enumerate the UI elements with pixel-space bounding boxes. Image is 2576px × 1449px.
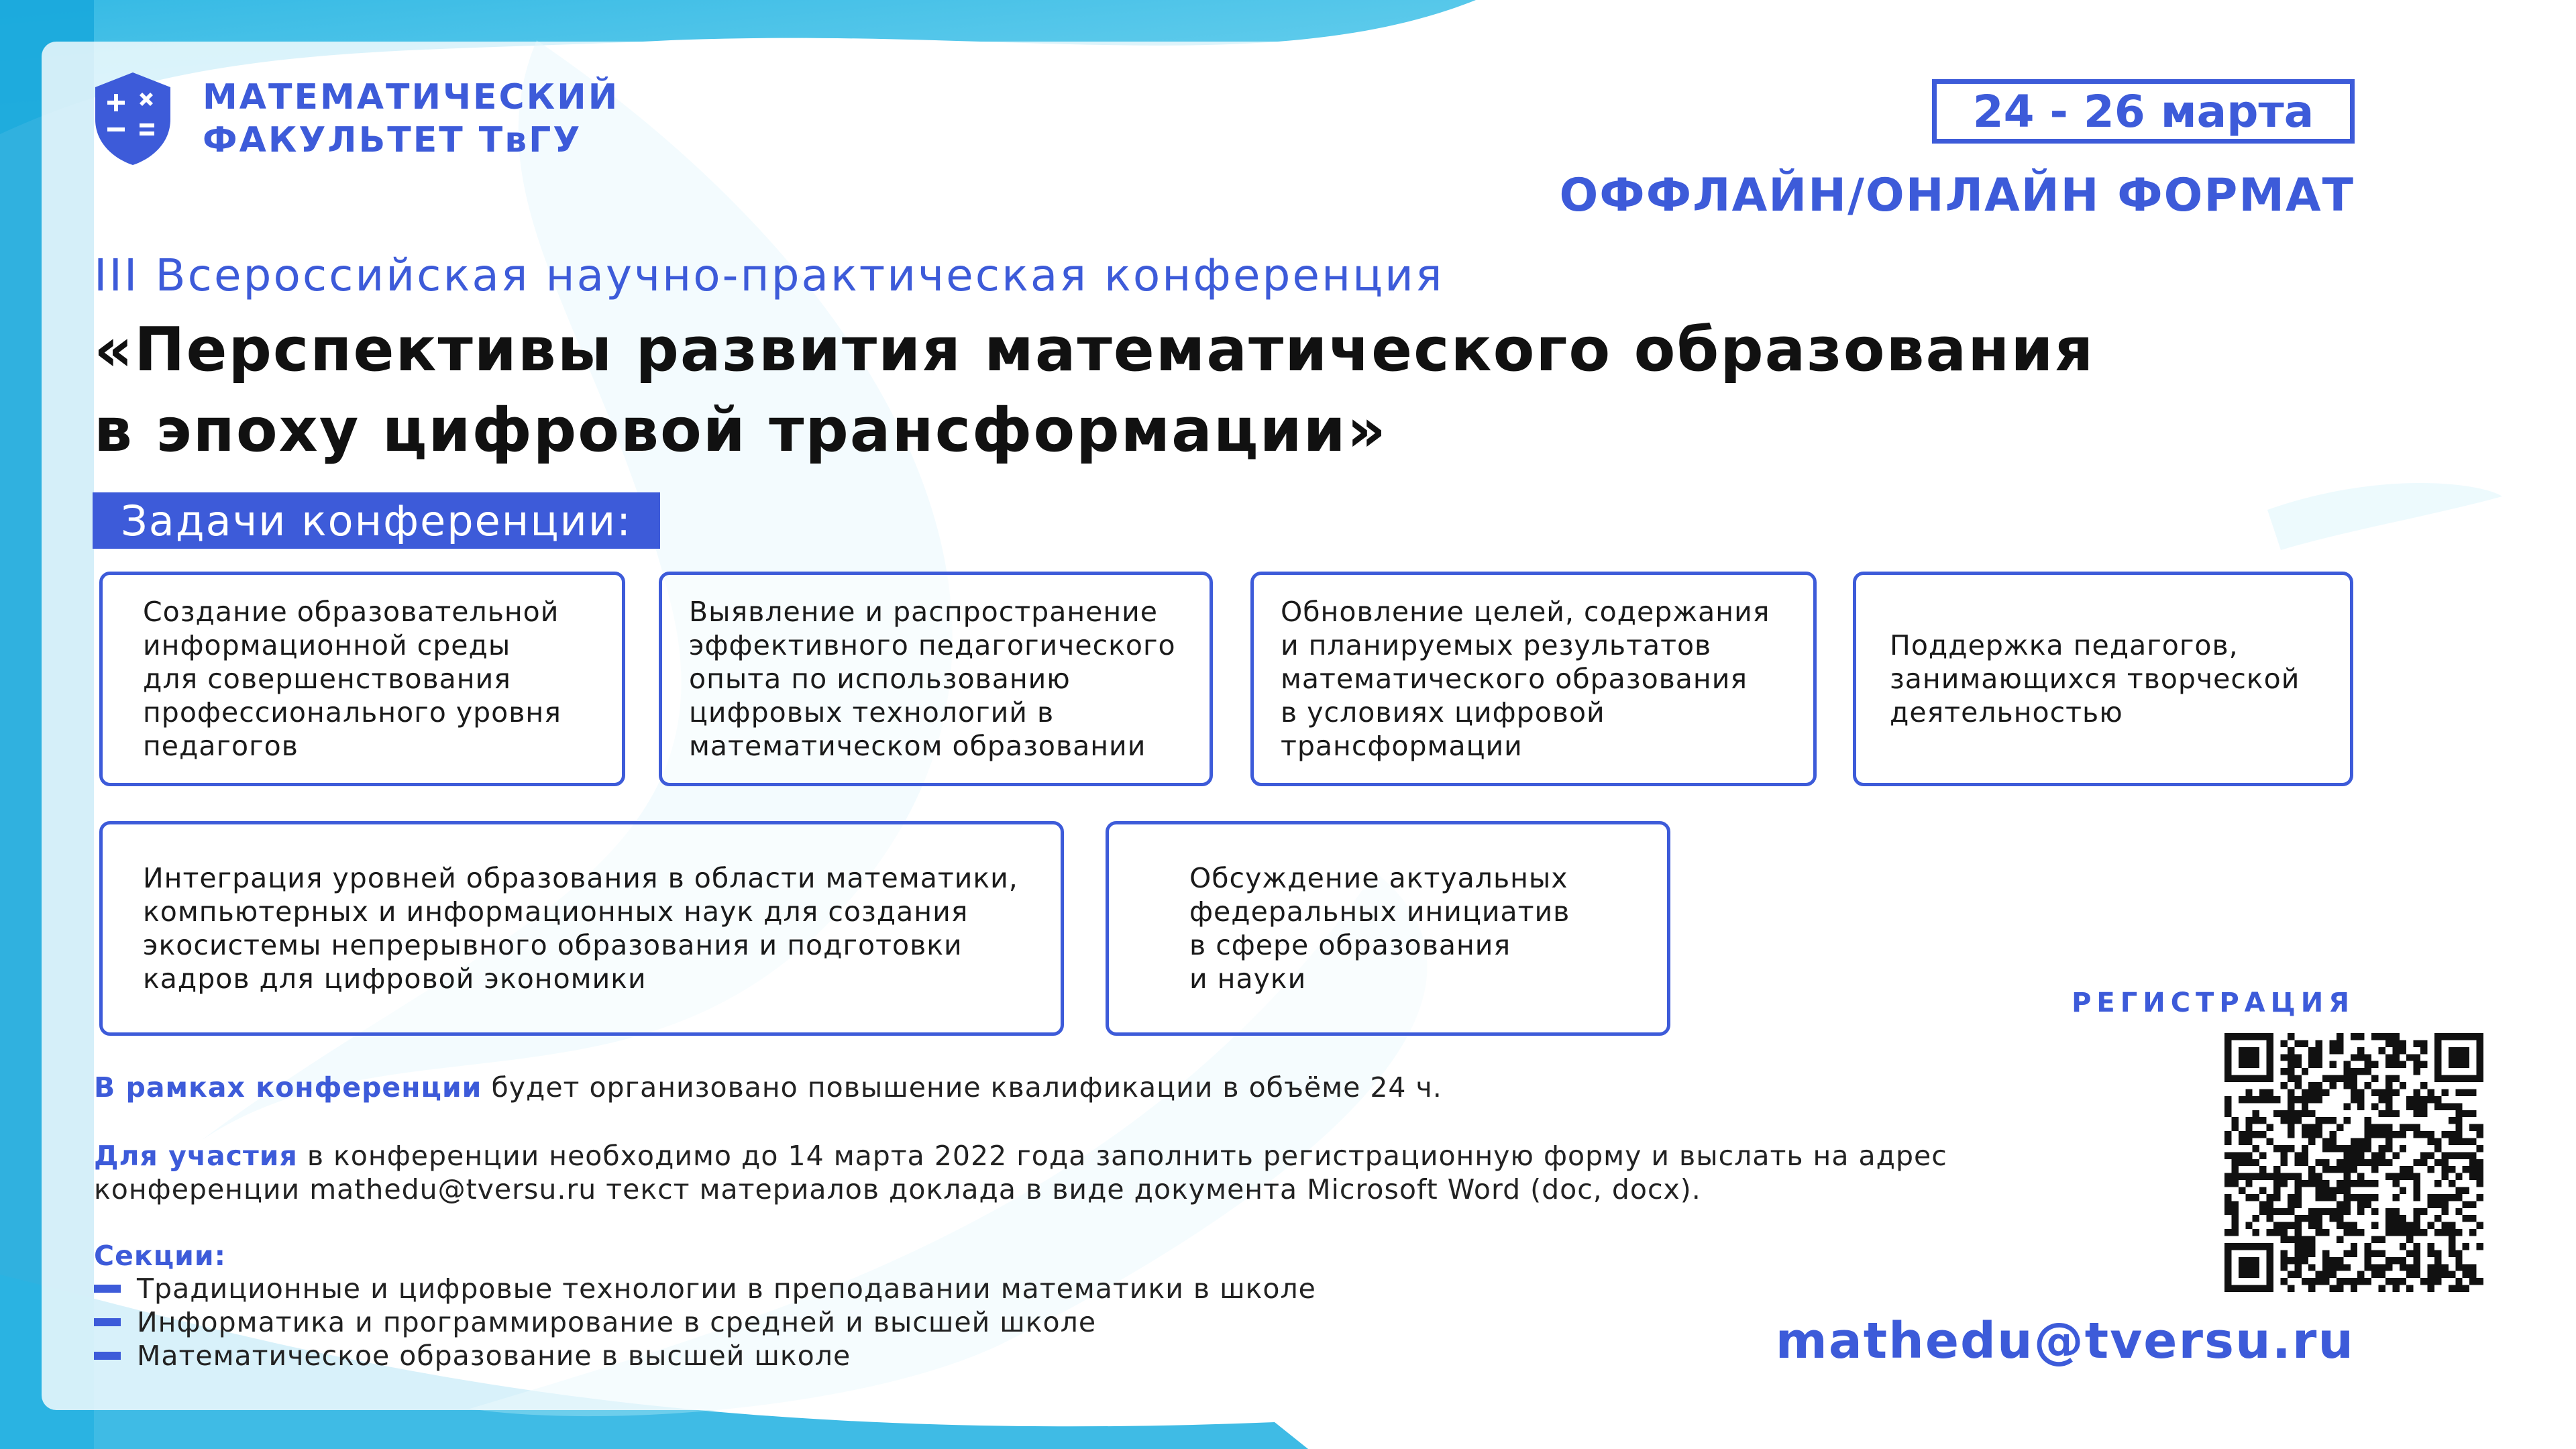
- registration-label: РЕГИСТРАЦИЯ: [2072, 987, 2355, 1018]
- qualification-text: будет организовано повышение квалификации в объёме 24 ч.: [482, 1071, 1442, 1104]
- qualification-note: [94, 1071, 1442, 1104]
- list-item: [94, 1272, 1316, 1305]
- bullet-icon: [94, 1285, 121, 1293]
- bullet-icon: [94, 1318, 121, 1326]
- participation-lead: Для участия: [94, 1140, 298, 1172]
- task-card: Создание образовательной информационной среды для совершенствования профессионального уровня педагогов: [99, 572, 625, 786]
- conference-subtitle: III Всероссийская научно-практическая конференция: [94, 250, 1444, 301]
- section-name: Информатика и программирование в средней и высшей школе: [137, 1306, 1097, 1338]
- section-name: Традиционные и цифровые технологии в преподавании математики в школе: [137, 1273, 1316, 1305]
- participation-text: в конференции необходимо до 14 марта 2022 года заполнить регистрационную форму и выслать на адрес: [297, 1140, 1947, 1172]
- registration-qr-code[interactable]: [2224, 1033, 2483, 1292]
- event-format: ОФФЛАЙН/ОНЛАЙН ФОРМАТ: [1559, 169, 2355, 222]
- tasks-heading: Задачи конференции:: [93, 492, 660, 549]
- task-card: Поддержка педагогов, занимающихся творческой деятельностью: [1853, 572, 2353, 786]
- list-item: [94, 1305, 1316, 1339]
- title-line-1: «Перспективы развития математического образования: [94, 315, 2095, 385]
- task-card: Выявление и распространение эффективного педагогического опыта по использованию цифровых технологий в математическом образовании: [659, 572, 1213, 786]
- section-name: Математическое образование в высшей школе: [137, 1340, 851, 1372]
- logo-line-2: ФАКУЛЬТЕТ ТвГУ: [203, 120, 582, 160]
- bullet-icon: [94, 1352, 121, 1360]
- list-item: [94, 1339, 1316, 1373]
- task-card: Интеграция уровней образования в области математики, компьютерных и информационных наук для создания экосистемы непрерывного образования и подготовки кадров для цифровой экономики: [99, 821, 1064, 1036]
- task-card: Обновление целей, содержания и планируемых результатов математического образования в условиях цифровой трансформации: [1250, 572, 1817, 786]
- faculty-logo[interactable]: [91, 70, 619, 168]
- title-line-2: в эпоху цифровой трансформации»: [94, 395, 1387, 466]
- participation-note: [94, 1139, 1947, 1206]
- conference-title: [94, 310, 2094, 471]
- sections-list: [94, 1272, 1316, 1373]
- participation-text-2: конференции mathedu@tversu.ru текст материалов доклада в виде документа Microsoft Word (doc, docx).: [94, 1173, 1701, 1205]
- math-shield-icon: [91, 70, 174, 168]
- logo-line-1: МАТЕМАТИЧЕСКИЙ: [203, 77, 620, 117]
- contact-email-link[interactable]: mathedu@tversu.ru: [1775, 1312, 2355, 1370]
- qualification-lead: В рамках конференции: [94, 1071, 482, 1104]
- sections-title: Секции:: [94, 1240, 226, 1272]
- event-dates: 24 - 26 марта: [1932, 79, 2355, 144]
- task-card: Обсуждение актуальных федеральных инициатив в сфере образования и науки: [1106, 821, 1670, 1036]
